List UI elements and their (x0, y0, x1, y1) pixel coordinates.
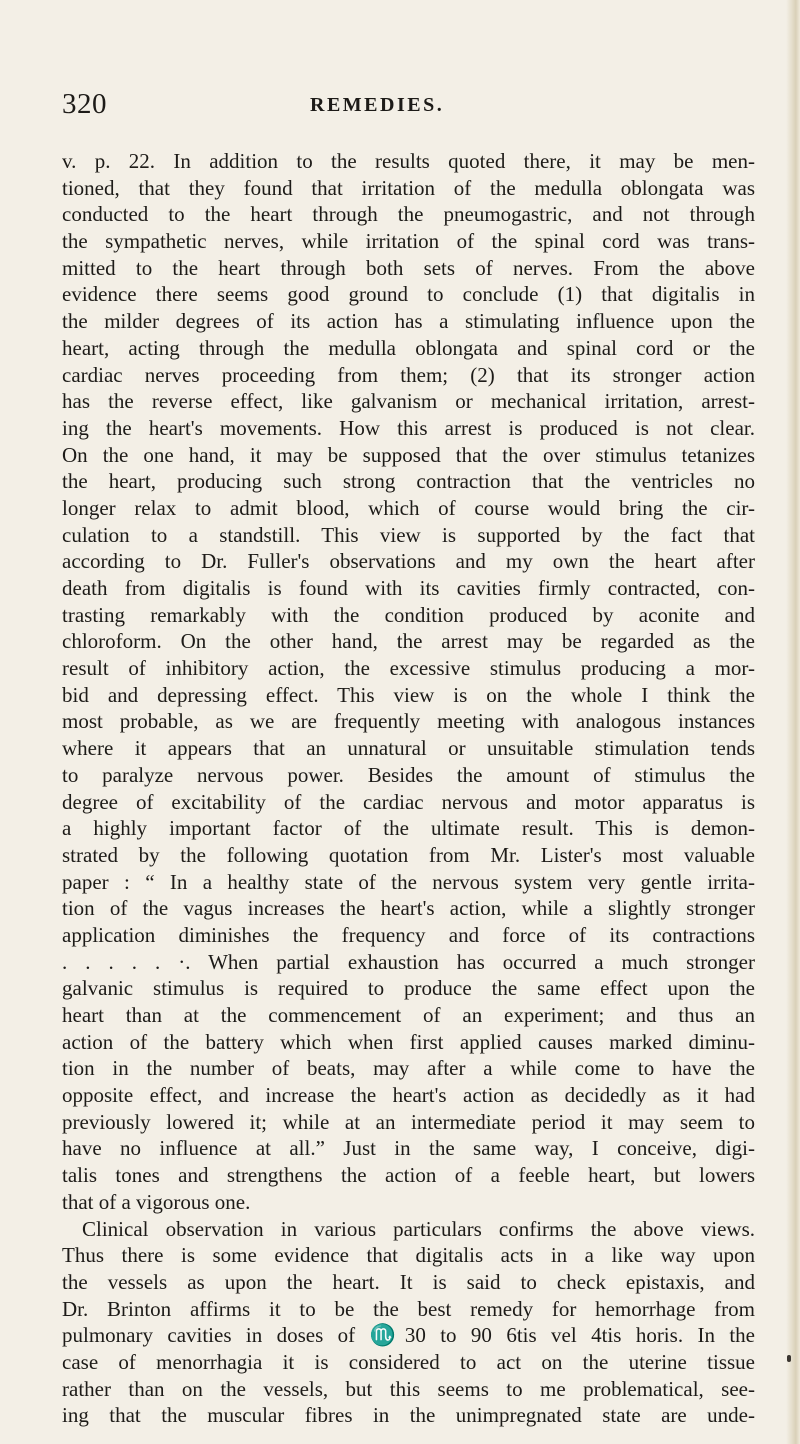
text-line: paper : “ In a healthy state of the nervous system very gentle irrita- (62, 869, 755, 894)
text-line: chloroform. On the other hand, the arrest may be regarded as the (62, 629, 755, 654)
text-line: pulmonary cavities in doses of ♏30 to 90 6tis vel 4tis horis. In the (62, 1323, 755, 1348)
text-line: result of inhibitory action, the excessive stimulus producing a mor- (62, 656, 755, 681)
text-line: bid and depressing effect. This view is on the whole I think the (62, 682, 755, 707)
text-line: rather than on the vessels, but this seems to me problematical, see- (62, 1376, 755, 1401)
text-line: talis tones and strengthens the action of a feeble heart, but lowers (62, 1163, 755, 1188)
text-line: heart, acting through the medulla oblongata and spinal cord or the (62, 335, 755, 360)
text-line: On the one hand, it may be supposed that the over stimulus tetanizes (62, 442, 755, 467)
text-line: application diminishes the frequency and force of its contractions (62, 922, 755, 947)
text-line: according to Dr. Fuller's observations and my own the heart after (62, 549, 755, 574)
text-line: have no influence at all.” Just in the same way, I conceive, digi- (62, 1136, 755, 1161)
text-line: . . . . . ·. When partial exhaustion has occurred a much stronger (62, 949, 755, 974)
text-line: previously lowered it; while at an intermediate period it may seem to (62, 1109, 755, 1134)
text-line: Thus there is some evidence that digitalis acts in a like way upon (62, 1243, 755, 1268)
text-line: conducted to the heart through the pneumogastric, and not through (62, 202, 755, 227)
text-line: mitted to the heart through both sets of nerves. From the above (62, 255, 755, 280)
ink-speck (787, 1355, 791, 1362)
text-line: that of a vigorous one. (62, 1189, 251, 1214)
text-line: the milder degrees of its action has a stimulating influence upon the (62, 309, 755, 334)
body-text (62, 148, 755, 1429)
page-edge-shadow (786, 0, 800, 1444)
text-line: case of menorrhagia it is considered to act on the uterine tissue (62, 1349, 755, 1374)
text-line: the heart, producing such strong contraction that the ventricles no (62, 469, 755, 494)
text-line: where it appears that an unnatural or unsuitable stimulation tends (62, 736, 755, 761)
text-line: evidence there seems good ground to conclude (1) that digitalis in (62, 282, 755, 307)
text-line: culation to a standstill. This view is supported by the fact that (62, 522, 755, 547)
text-line: the sympathetic nerves, while irritation of the spinal cord was trans- (62, 229, 755, 254)
text-line: tion in the number of beats, may after a while come to have the (62, 1056, 755, 1081)
text-line: action of the battery which when first applied causes marked diminu- (62, 1029, 755, 1054)
text-line: most probable, as we are frequently meeting with analogous instances (62, 709, 755, 734)
running-head: REMEDIES. (310, 94, 445, 116)
text-line: ing that the muscular fibres in the unimpregnated state are unde- (62, 1403, 755, 1428)
page-number: 320 (62, 88, 107, 120)
text-line: the vessels as upon the heart. It is said to check epistaxis, and (62, 1269, 755, 1294)
text-line: degree of excitability of the cardiac nervous and motor apparatus is (62, 789, 755, 814)
text-line: tioned, that they found that irritation of the medulla oblongata was (62, 175, 755, 200)
text-line: ing the heart's movements. How this arrest is produced is not clear. (62, 415, 755, 440)
text-line: Dr. Brinton affirms it to be the best remedy for hemorrhage from (62, 1296, 755, 1321)
text-line: to paralyze nervous power. Besides the amount of stimulus the (62, 762, 755, 787)
text-line: a highly important factor of the ultimate result. This is demon- (62, 816, 755, 841)
text-line: cardiac nerves proceeding from them; (2) that its stronger action (62, 362, 755, 387)
text-line: tion of the vagus increases the heart's action, while a slightly stronger (62, 896, 755, 921)
text-line: v. p. 22. In addition to the results quoted there, it may be men- (62, 149, 755, 173)
text-line: has the reverse effect, like galvanism or mechanical irritation, arrest- (62, 389, 755, 414)
text-line: galvanic stimulus is required to produce the same effect upon the (62, 976, 755, 1001)
text-line: opposite effect, and increase the heart's action as decidedly as it had (62, 1083, 755, 1108)
text-line: death from digitalis is found with its cavities firmly contracted, con- (62, 576, 755, 600)
text-line: strated by the following quotation from Mr. Lister's most valuable (62, 842, 755, 867)
page-header (62, 88, 752, 128)
text-line: Clinical observation in various particulars confirms the above views. (82, 1216, 755, 1241)
text-line: heart than at the commencement of an experiment; and thus an (62, 1003, 755, 1027)
text-line: longer relax to admit blood, which of course would bring the cir- (62, 495, 755, 520)
text-line: trasting remarkably with the condition produced by aconite and (62, 602, 755, 627)
